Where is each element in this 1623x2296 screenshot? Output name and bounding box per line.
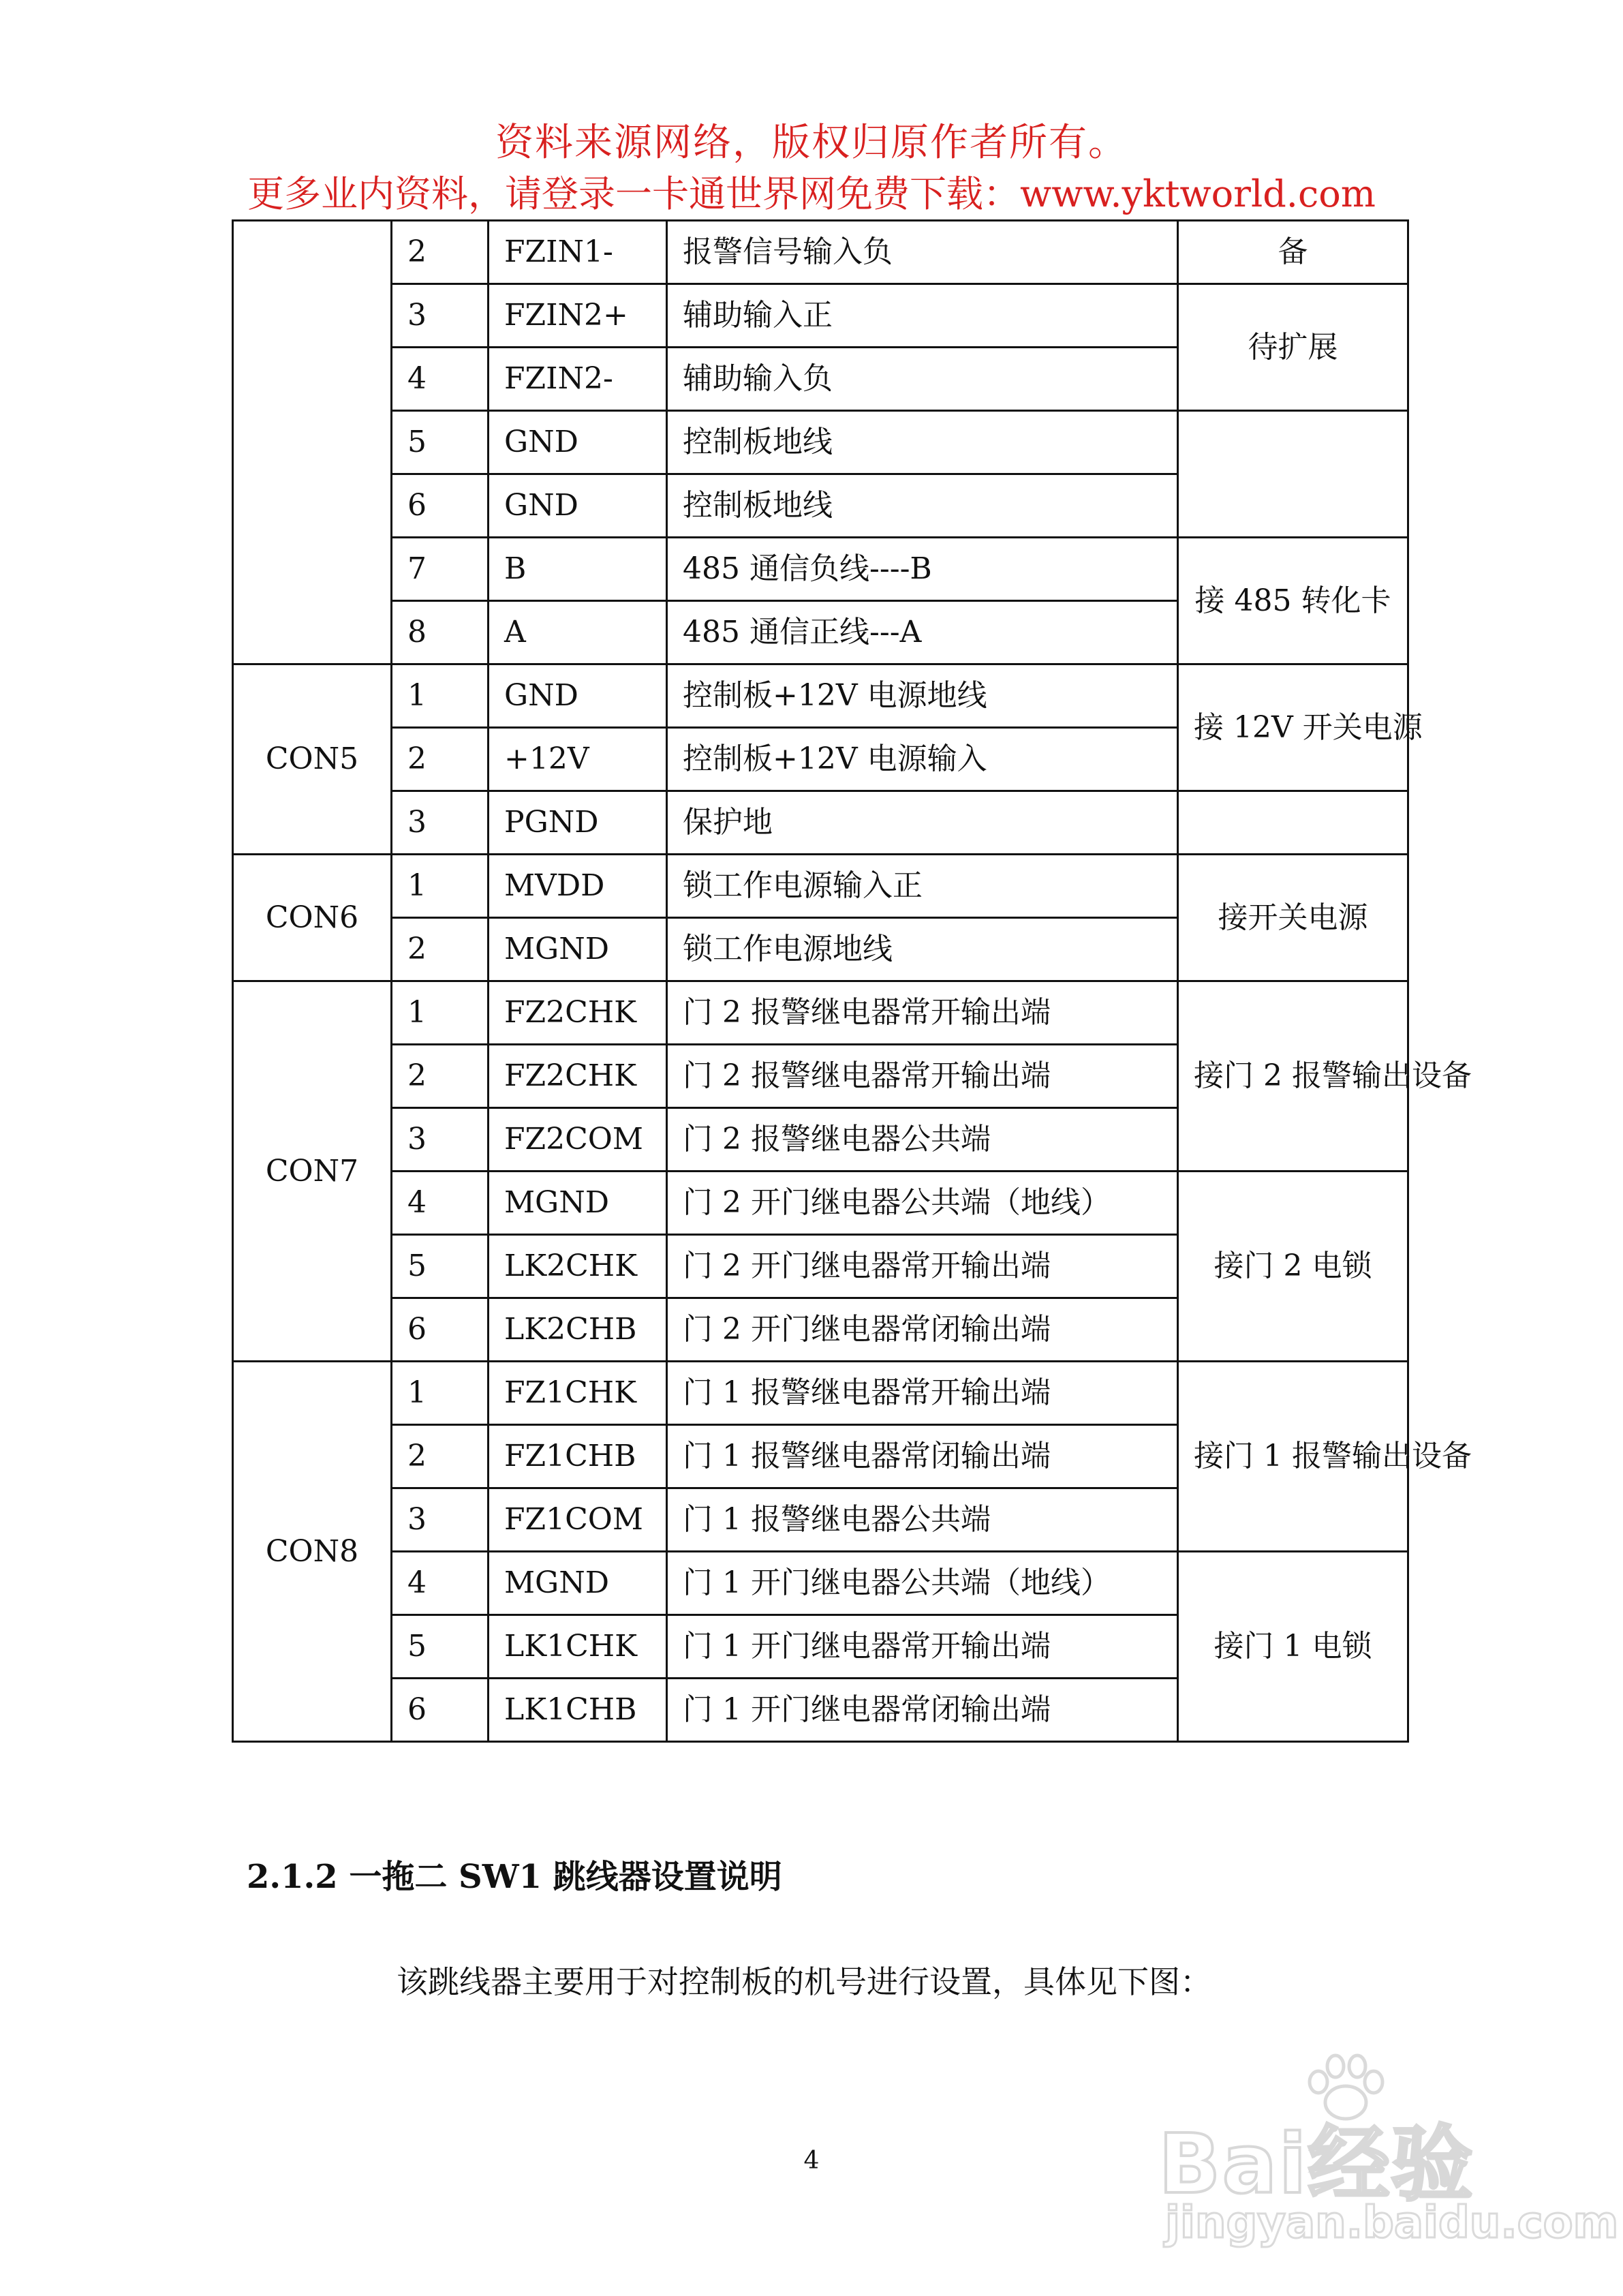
note-cell: 接门 2 报警输出设备: [1178, 981, 1408, 1172]
pin-number: 6: [392, 1298, 489, 1362]
pin-number: 3: [392, 1108, 489, 1172]
signal-description: 保护地: [667, 791, 1178, 855]
pin-number: 7: [392, 538, 489, 601]
watermark-url: jingyan.baidu.com: [1165, 2198, 1619, 2248]
pin-number: 1: [392, 664, 489, 728]
signal-name: MVDD: [489, 855, 667, 918]
pin-number: 5: [392, 1235, 489, 1298]
signal-description: 门 1 报警继电器公共端: [667, 1488, 1178, 1552]
signal-description: 门 1 报警继电器常开输出端: [667, 1362, 1178, 1425]
signal-name: A: [489, 601, 667, 664]
signal-name: LK1CHB: [489, 1679, 667, 1742]
signal-name: GND: [489, 474, 667, 538]
signal-description: 辅助输入正: [667, 284, 1178, 348]
table-row: [233, 1552, 1408, 1615]
signal-description: 控制板+12V 电源输入: [667, 728, 1178, 791]
signal-name: GND: [489, 411, 667, 474]
connector-label: CON8: [233, 1362, 392, 1742]
signal-description: 门 2 报警继电器公共端: [667, 1108, 1178, 1172]
connector-cell-continued: [233, 221, 392, 664]
signal-name: FZ2CHK: [489, 981, 667, 1045]
baidu-jingyan-watermark: [1158, 2051, 1619, 2256]
signal-name: FZ1CHK: [489, 1362, 667, 1425]
pin-number: 6: [392, 1679, 489, 1742]
pin-number: 5: [392, 1615, 489, 1679]
signal-description: 门 2 报警继电器常开输出端: [667, 981, 1178, 1045]
header-line-1: 资料来源网络，版权归原作者所有。: [495, 121, 1128, 165]
pin-number: 4: [392, 1172, 489, 1235]
signal-name: PGND: [489, 791, 667, 855]
connector-label: CON6: [233, 855, 392, 981]
pin-number: 2: [392, 221, 489, 284]
pin-number: 4: [392, 1552, 489, 1615]
pin-definition-table: [232, 219, 1472, 1743]
note-cell: 接门 1 电锁: [1178, 1552, 1408, 1742]
page-number: 4: [803, 2147, 820, 2175]
section-title: 2.1.2 一拖二 SW1 跳线器设置说明: [247, 1858, 782, 1896]
note-cell-empty: [1178, 411, 1408, 538]
pin-number: 2: [392, 1045, 489, 1108]
table-row: [233, 538, 1408, 601]
signal-description: 锁工作电源地线: [667, 918, 1178, 981]
table-row: [233, 664, 1408, 728]
signal-name: LK2CHB: [489, 1298, 667, 1362]
table-row: [233, 791, 1408, 855]
table-row: [233, 221, 1408, 284]
note-cell: 待扩展: [1178, 284, 1408, 411]
signal-name: +12V: [489, 728, 667, 791]
signal-name: FZ2CHK: [489, 1045, 667, 1108]
signal-description: 报警信号输入负: [667, 221, 1178, 284]
pin-number: 3: [392, 1488, 489, 1552]
pin-number: 1: [392, 1362, 489, 1425]
signal-name: FZIN2+: [489, 284, 667, 348]
signal-description: 辅助输入负: [667, 348, 1178, 411]
signal-name: FZ1COM: [489, 1488, 667, 1552]
signal-name: FZIN2-: [489, 348, 667, 411]
header-line-2: 更多业内资料，请登录一卡通世界网免费下载：www.yktworld.com: [247, 172, 1376, 215]
table-row: [233, 411, 1408, 474]
note-cell: 备: [1178, 221, 1408, 284]
watermark-main-text: Bai经验: [1158, 2117, 1474, 2212]
signal-description: 控制板+12V 电源地线: [667, 664, 1178, 728]
table-row: [233, 981, 1408, 1045]
note-cell: 接门 1 报警输出设备: [1178, 1362, 1408, 1552]
signal-description: 485 通信正线---A: [667, 601, 1178, 664]
table-row: [233, 284, 1408, 348]
pin-number: 1: [392, 855, 489, 918]
pin-number: 2: [392, 1425, 489, 1488]
signal-name: GND: [489, 664, 667, 728]
signal-description: 门 2 开门继电器常闭输出端: [667, 1298, 1178, 1362]
note-cell: 接开关电源: [1178, 855, 1408, 981]
note-cell: 接 485 转化卡: [1178, 538, 1408, 664]
signal-name: FZ2COM: [489, 1108, 667, 1172]
signal-description: 控制板地线: [667, 411, 1178, 474]
note-cell-empty: [1178, 791, 1408, 855]
note-cell: 接门 2 电锁: [1178, 1172, 1408, 1362]
signal-name: LK2CHK: [489, 1235, 667, 1298]
pin-number: 2: [392, 728, 489, 791]
signal-name: MGND: [489, 1552, 667, 1615]
pin-number: 4: [392, 348, 489, 411]
signal-description: 门 2 开门继电器常开输出端: [667, 1235, 1178, 1298]
signal-description: 门 1 报警继电器常闭输出端: [667, 1425, 1178, 1488]
note-cell: 接 12V 开关电源: [1178, 664, 1408, 791]
signal-name: FZ1CHB: [489, 1425, 667, 1488]
signal-name: B: [489, 538, 667, 601]
pin-number: 1: [392, 981, 489, 1045]
signal-description: 门 1 开门继电器常开输出端: [667, 1615, 1178, 1679]
body-paragraph: 该跳线器主要用于对控制板的机号进行设置，具体见下图：: [397, 1963, 1211, 2000]
signal-description: 锁工作电源输入正: [667, 855, 1178, 918]
signal-name: MGND: [489, 918, 667, 981]
signal-description: 控制板地线: [667, 474, 1178, 538]
pin-number: 2: [392, 918, 489, 981]
signal-name: FZIN1-: [489, 221, 667, 284]
pin-number: 5: [392, 411, 489, 474]
signal-description: 485 通信负线----B: [667, 538, 1178, 601]
signal-name: MGND: [489, 1172, 667, 1235]
signal-name: LK1CHK: [489, 1615, 667, 1679]
pin-number: 3: [392, 284, 489, 348]
pin-number: 6: [392, 474, 489, 538]
signal-description: 门 1 开门继电器常闭输出端: [667, 1679, 1178, 1742]
table-row: [233, 1362, 1408, 1425]
pin-number: 3: [392, 791, 489, 855]
signal-description: 门 2 报警继电器常开输出端: [667, 1045, 1178, 1108]
pin-number: 8: [392, 601, 489, 664]
signal-description: 门 2 开门继电器公共端（地线）: [667, 1172, 1178, 1235]
signal-description: 门 1 开门继电器公共端（地线）: [667, 1552, 1178, 1615]
table-row: [233, 1172, 1408, 1235]
connector-label: CON5: [233, 664, 392, 855]
connector-label: CON7: [233, 981, 392, 1362]
table-row: [233, 855, 1408, 918]
